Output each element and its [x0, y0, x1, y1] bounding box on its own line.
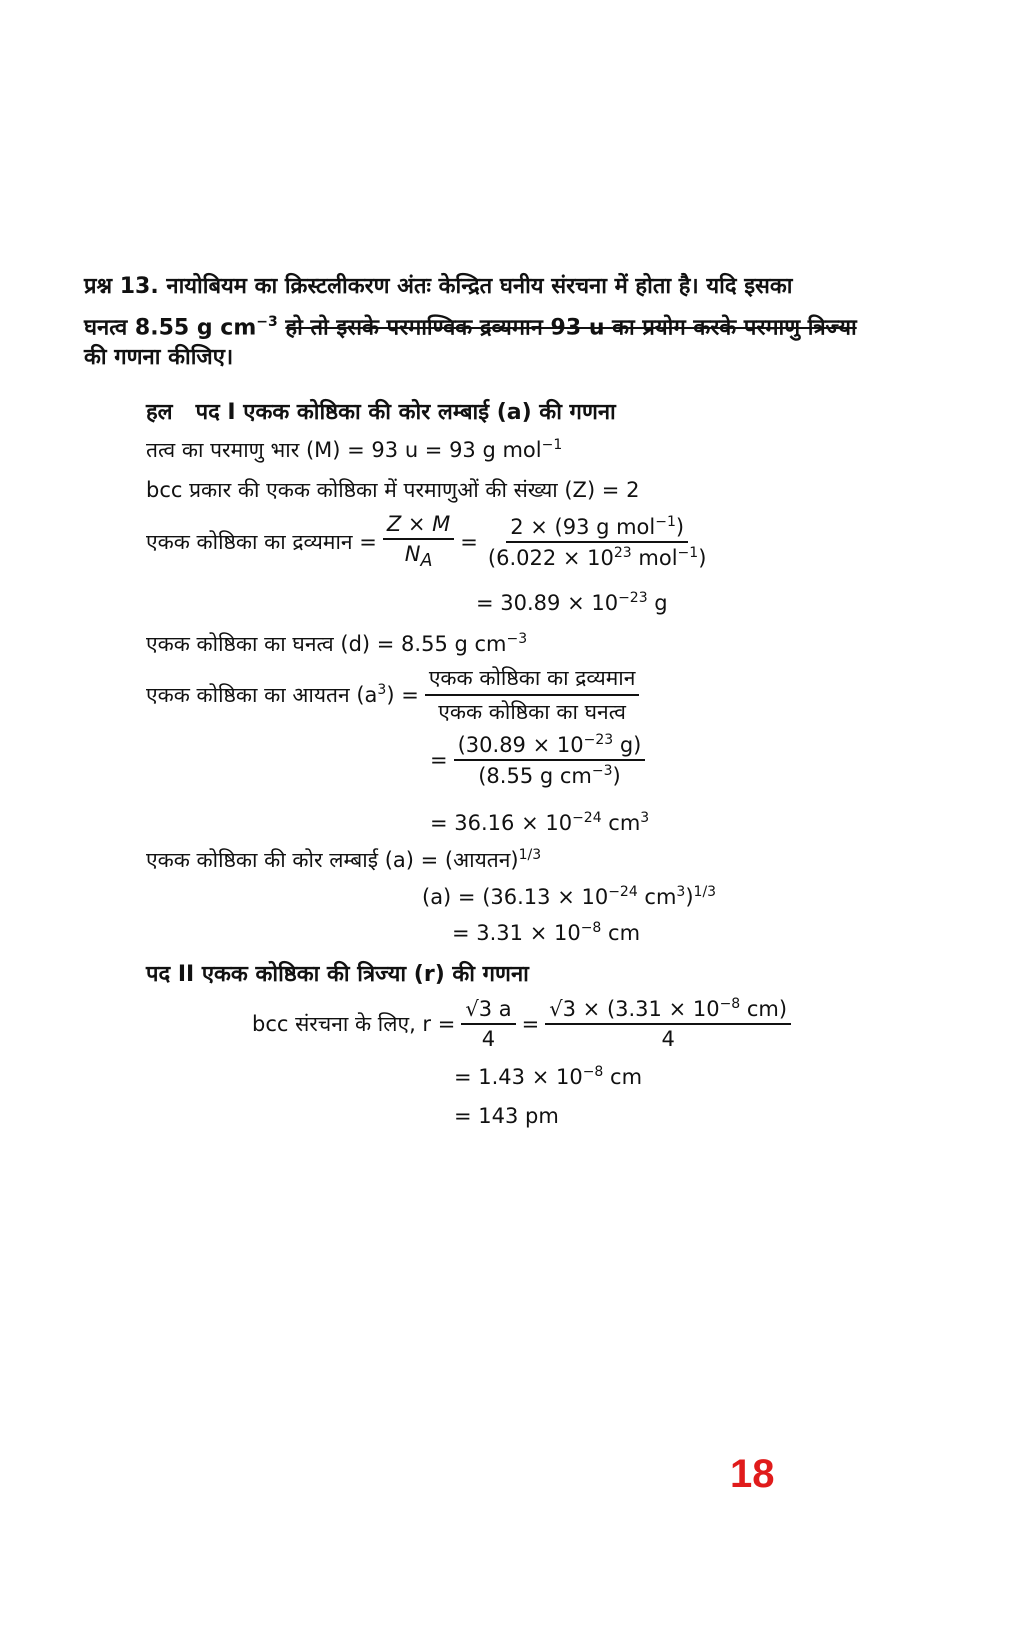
unit-cell-mass-line: एकक कोष्ठिका का द्रव्यमान = $\frac{Z \times M}{N_A}$ = $\frac{2 \times (93 g mol^{-1})}{(6.022 \times 10^{23} mol^{-1})}$ — [146, 512, 710, 571]
step2-heading: पद II एकक कोष्ठिका की त्रिज्या (r) की गणना — [146, 962, 529, 987]
volume-line: एकक कोष्ठिका का आयतन $(a^3)$ = $\frac{\text{एकक कोष्ठिका का द्रव्यमान}}{\text{एकक कोष्ठिका का घनत्व}}$ — [146, 664, 639, 726]
radius-fraction-numeric: $\frac{√3 \times (3.31 \times 10^{-8} cm)}{4}$ — [545, 996, 791, 1051]
step1-heading: हल पद I एकक कोष्ठिका की कोर लम्बाई (a) की गणना — [146, 400, 616, 425]
volume-fraction: $\frac{\text{एकक कोष्ठिका का द्रव्यमान}}{\text{एकक कोष्ठिका का घनत्व}}$ — [425, 664, 640, 726]
volume-result: = $36.16 \times 10^{-24}$ $cm^3$ — [430, 810, 650, 835]
radius-fraction-symbolic: $\frac{√3 a}{4}$ — [461, 997, 515, 1051]
question-text-1: नायोबियम का क्रिस्टलीकरण अंतः केन्द्रित घनीय संरचना में होता है। यदि इसका — [166, 274, 793, 299]
z-line: bcc प्रकार की एकक कोष्ठिका में परमाणुओं की संख्या (Z) = 2 — [146, 478, 640, 502]
mass-fraction-symbolic: $\frac{Z \times M}{N_A}$ — [383, 512, 454, 571]
question-label: प्रश्न 13. — [84, 274, 159, 299]
question-line-2: घनत्व 8.55 g $cm^{-3}$ हो तो इसके परमाण्विक द्रव्यमान 93 u का प्रयोग करके परमाणु त्रिज्या — [84, 314, 857, 341]
hal-label: हल — [146, 400, 173, 425]
edge-calc-line: $(a) = (36.13 \times 10^{-24}$ $cm^3)^{1/3}$ — [422, 884, 717, 909]
volume-fraction-numeric: $\frac{(30.89 \times 10^{-23} g)}{(8.55 g cm^{-3})}$ — [454, 732, 646, 788]
question-line-3: की गणना कीजिए। — [84, 345, 234, 370]
volume-numeric-line: = $\frac{(30.89 \times 10^{-23} g)}{(8.55 g cm^{-3})}$ — [430, 732, 645, 788]
edge-result: = $3.31 \times 10^{-8}$ cm — [452, 920, 641, 945]
radius-result-pm: = 143 pm — [454, 1104, 559, 1128]
edge-length-line: एकक कोष्ठिका की कोर लम्बाई (a) = (आयतन)$^{1/3}$ — [146, 847, 542, 872]
mass-result: = $30.89 \times 10^{-23}$ g — [476, 590, 668, 615]
density-line: एकक कोष्ठिका का घनत्व (d) = 8.55 g $cm^{-3}$ — [146, 631, 528, 656]
mass-fraction-numeric: $\frac{2 \times (93 g mol^{-1})}{(6.022 \times 10^{23} mol^{-1})}$ — [487, 513, 707, 570]
atomic-mass-line: तत्व का परमाणु भार (M) = 93 u = 93 g mol$^{-1}$ — [146, 437, 563, 462]
question-line-1 — [84, 269, 792, 305]
radius-result-cm: = $1.43 \times 10^{-8}$ cm — [454, 1064, 643, 1089]
page-number: 18 — [730, 1452, 775, 1496]
radius-formula-line: bcc संरचना के लिए, r = $\frac{√3 a}{4}$ = $\frac{√3 \times (3.31 \times 10^{-8} cm)}{4}$ — [252, 996, 791, 1051]
